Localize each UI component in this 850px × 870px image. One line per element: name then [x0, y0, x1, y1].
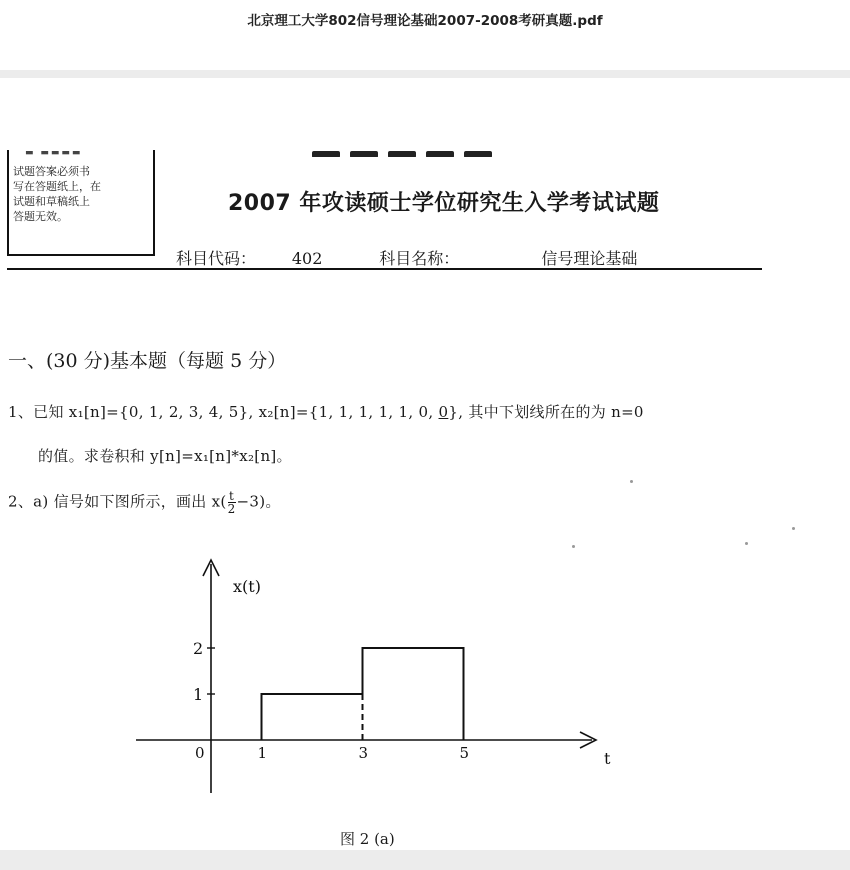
origin-label: 0 [195, 744, 205, 762]
y-axis-label: x(t) [233, 577, 261, 596]
y-tick-label: 2 [193, 639, 204, 658]
q2-suffix: −3)。 [236, 492, 281, 511]
page-separator [0, 70, 850, 78]
subject-row [176, 246, 714, 270]
scan-speck [572, 545, 575, 548]
exam-title: 2007 年攻读硕士学位研究生入学考试试题 [228, 191, 660, 216]
header-rule [7, 268, 762, 270]
scan-speck [630, 480, 633, 483]
subject-name-label: 科目名称： [379, 249, 460, 268]
page-bottom-separator [0, 850, 850, 870]
q1-underlined-zero: 0 [438, 403, 449, 421]
scan-speck [745, 542, 748, 545]
q2-frac-numerator: t [229, 489, 235, 503]
scan-speck [792, 527, 795, 530]
y-tick-label: 1 [193, 685, 204, 704]
question-1-line-1 [8, 401, 644, 422]
subject-name: 信号理论基础 [464, 246, 714, 270]
q2-frac-denominator: 2 [227, 502, 236, 516]
x-axis-label: t [604, 749, 611, 768]
viewer-header [0, 0, 850, 70]
x-tick-label: 5 [459, 744, 470, 762]
x-tick-label: 1 [257, 744, 268, 762]
cropped-university-name [312, 143, 542, 157]
subject-code-label: 科目代码： [176, 249, 257, 268]
file-title: 北京理工大学802信号理论基础2007-2008考研真题.pdf [247, 13, 603, 29]
notice-line: 答题无效。 [13, 210, 68, 223]
notice-line: 试题答案必须书 [13, 165, 90, 178]
question-2-line [8, 490, 281, 515]
x-tick-label: 3 [358, 744, 369, 762]
q2-prefix: 2、a) 信号如下图所示，画出 x( [8, 492, 227, 511]
q1-suffix: }, 其中下划线所在的为 n=0 [448, 403, 644, 421]
notice-line: 试题和草稿纸上 [13, 195, 90, 208]
signal-figure [120, 548, 620, 808]
subject-code: 402 [261, 249, 353, 269]
notice-line: 写在答题纸上，在 [13, 180, 101, 193]
question-1-line-2: 的值。求卷积和 y[n]=x₁[n]*x₂[n]。 [38, 447, 292, 465]
q1-prefix: 1、已知 x₁[n]={0, 1, 2, 3, 4, 5}, x₂[n]={1, 1, 1, 1, 1, 0, [8, 403, 439, 421]
figure-caption: 图 2 (a) [340, 830, 395, 848]
notice-box [7, 150, 155, 256]
q2-fraction [228, 490, 236, 515]
section-title: 一、(30 分)基本题（每题 5 分） [8, 350, 287, 372]
cropped-notice-top: ▬ ▬▬▬▬ [25, 148, 83, 158]
